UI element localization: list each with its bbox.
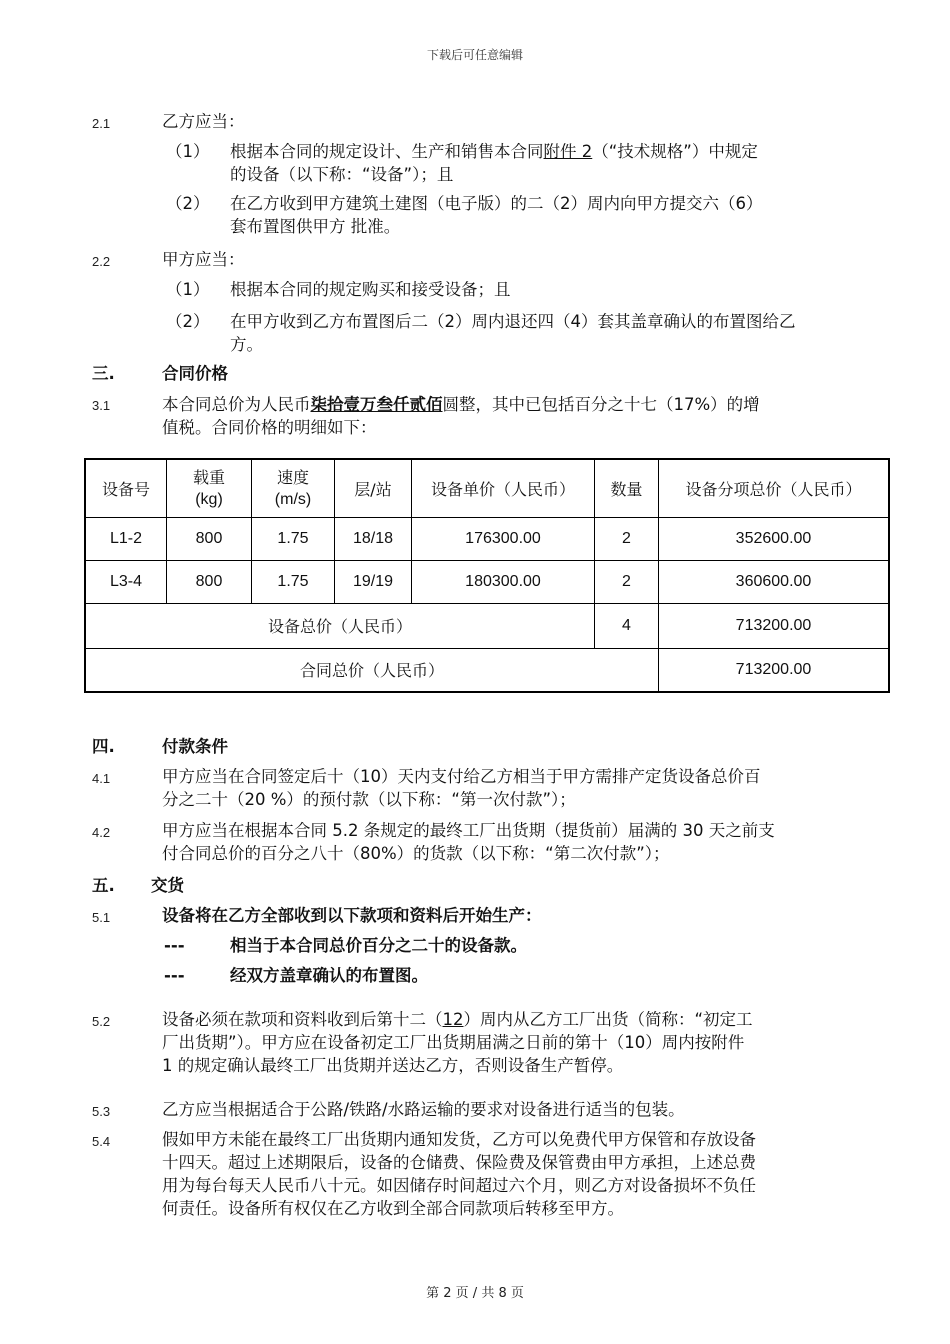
col-header: 层/站 <box>335 459 412 517</box>
section-number: 五. <box>92 876 115 895</box>
cell-equipment-id: L1-2 <box>85 517 167 560</box>
clause-text: 乙方应当根据适合于公路/铁路/水路运输的要求对设备进行适当的包装。 <box>162 1100 685 1119</box>
cell-subtotal: 352600.00 <box>659 517 890 560</box>
equipment-total-qty: 4 <box>595 603 659 648</box>
item-text: 在甲方收到乙方布置图后二（2）周内退还四（4）套其盖章确认的布置图给乙 <box>230 312 796 331</box>
item-text: 方。 <box>230 335 263 354</box>
contract-total-value: 713200.00 <box>659 648 890 692</box>
clause-text: 甲方应当在根据本合同 5.2 条规定的最终工厂出货期（提货前）届满的 30 天之前支 <box>162 821 775 840</box>
section-number: 三. <box>92 364 115 383</box>
clause-text: 甲方应当在合同签定后十（10）天内支付给乙方相当于甲方需排产定货设备总价百 <box>162 767 761 786</box>
col-header: 数量 <box>595 459 659 517</box>
page-footer: 第 2 页 / 共 8 页 <box>426 1286 524 1301</box>
col-header: 设备号 <box>85 459 167 517</box>
bullet-text: 相当于本合同总价百分之二十的设备款。 <box>230 936 527 955</box>
cell-speed: 1.75 <box>252 517 335 560</box>
item-marker: （2） <box>166 312 210 331</box>
cell-load: 800 <box>167 560 252 603</box>
clause-text: 用为每台每天人民币八十元。如因储存时间超过六个月，则乙方对设备损坏不负任 <box>162 1176 756 1195</box>
cell-equipment-id: L3-4 <box>85 560 167 603</box>
cell-subtotal: 360600.00 <box>659 560 890 603</box>
section-title: 付款条件 <box>162 737 228 756</box>
bullet-dash: --- <box>164 936 185 955</box>
section-number: 四. <box>92 737 115 756</box>
item-text: 在乙方收到甲方建筑土建图（电子版）的二（2）周内向甲方提交六（6） <box>230 194 763 213</box>
clause-number: 5.4 <box>92 1134 111 1149</box>
clause-text: 厂出货期”）。甲方应在设备初定工厂出货期届满之日前的第十（10）周内按附件 <box>162 1033 745 1052</box>
clause-text: 分之二十（20 %）的预付款（以下称：“第一次付款”）； <box>162 790 576 809</box>
table-row <box>85 517 889 560</box>
clause-number: 5.1 <box>92 910 111 925</box>
clause-text: 设备将在乙方全部收到以下款项和资料后开始生产： <box>162 906 542 925</box>
cell-quantity: 2 <box>595 560 659 603</box>
cell-unit-price: 180300.00 <box>412 560 595 603</box>
section-title: 交货 <box>151 876 184 895</box>
cell-unit-price: 176300.00 <box>412 517 595 560</box>
col-header: 速度 (m/s) <box>252 459 335 517</box>
cell-load: 800 <box>167 517 252 560</box>
clause-text: 设备必须在款项和资料收到后第十二（12）周内从乙方工厂出货（简称：“初定工 <box>162 1010 753 1029</box>
clause-text: 何责任。设备所有权仅在乙方收到全部合同款项后转移至甲方。 <box>162 1199 624 1218</box>
item-marker: （2） <box>166 194 210 213</box>
equipment-total-label: 设备总价（人民币） <box>85 603 595 648</box>
item-text: 根据本合同的规定设计、生产和销售本合同附件 2（“技术规格”）中规定 <box>230 142 758 161</box>
cell-speed: 1.75 <box>252 560 335 603</box>
clause-text: 假如甲方未能在最终工厂出货期内通知发货，乙方可以免费代甲方保管和存放设备 <box>162 1130 756 1149</box>
clause-text: 值税。合同价格的明细如下： <box>162 418 377 437</box>
clause-number: 4.1 <box>92 771 111 786</box>
item-marker: （1） <box>166 280 210 299</box>
equipment-total-value: 713200.00 <box>659 603 890 648</box>
item-text: 套布置图供甲方 批准。 <box>230 217 401 236</box>
clause-number: 2.1 <box>92 116 111 131</box>
cell-floors: 19/19 <box>335 560 412 603</box>
clause-text: 付合同总价的百分之八十（80%）的货款（以下称：“第二次付款”）； <box>162 844 670 863</box>
item-marker: （1） <box>166 142 210 161</box>
col-header: 设备分项总价（人民币） <box>659 459 890 517</box>
clause-number: 3.1 <box>92 398 111 413</box>
table-row <box>85 560 889 603</box>
price-table <box>84 458 890 693</box>
contract-total-row <box>85 648 889 692</box>
item-text: 根据本合同的规定购买和接受设备；且 <box>230 280 511 299</box>
clause-number: 2.2 <box>92 254 111 269</box>
cell-quantity: 2 <box>595 517 659 560</box>
bullet-text: 经双方盖章确认的布置图。 <box>230 966 428 985</box>
cell-floors: 18/18 <box>335 517 412 560</box>
section-title: 合同价格 <box>162 364 228 383</box>
table-header-row <box>85 459 889 517</box>
bullet-dash: --- <box>164 966 185 985</box>
equipment-total-row <box>85 603 889 648</box>
col-header: 设备单价（人民币） <box>412 459 595 517</box>
clause-number: 4.2 <box>92 825 111 840</box>
clause-text: 十四天。超过上述期限后，设备的仓储费、保险费及保管费由甲方承担，上述总费 <box>162 1153 756 1172</box>
clause-title: 甲方应当： <box>162 250 245 269</box>
clause-text: 1 的规定确认最终工厂出货期并送达乙方，否则设备生产暂停。 <box>162 1056 624 1075</box>
attachment-link: 附件 2 <box>543 142 593 161</box>
col-header: 载重 (kg) <box>167 459 252 517</box>
item-text: 的设备（以下称：“设备”）；且 <box>230 165 454 184</box>
clause-text: 本合同总价为人民币柒拾壹万叁仟贰佰圆整，其中已包括百分之十七（17%）的增 <box>162 395 760 414</box>
contract-total-label: 合同总价（人民币） <box>85 648 659 692</box>
clause-number: 5.2 <box>92 1014 111 1029</box>
clause-number: 5.3 <box>92 1104 111 1119</box>
contract-amount: 柒拾壹万叁仟贰佰 <box>310 395 443 414</box>
page-header: 下载后可任意编辑 <box>426 48 523 62</box>
clause-title: 乙方应当： <box>162 112 245 131</box>
